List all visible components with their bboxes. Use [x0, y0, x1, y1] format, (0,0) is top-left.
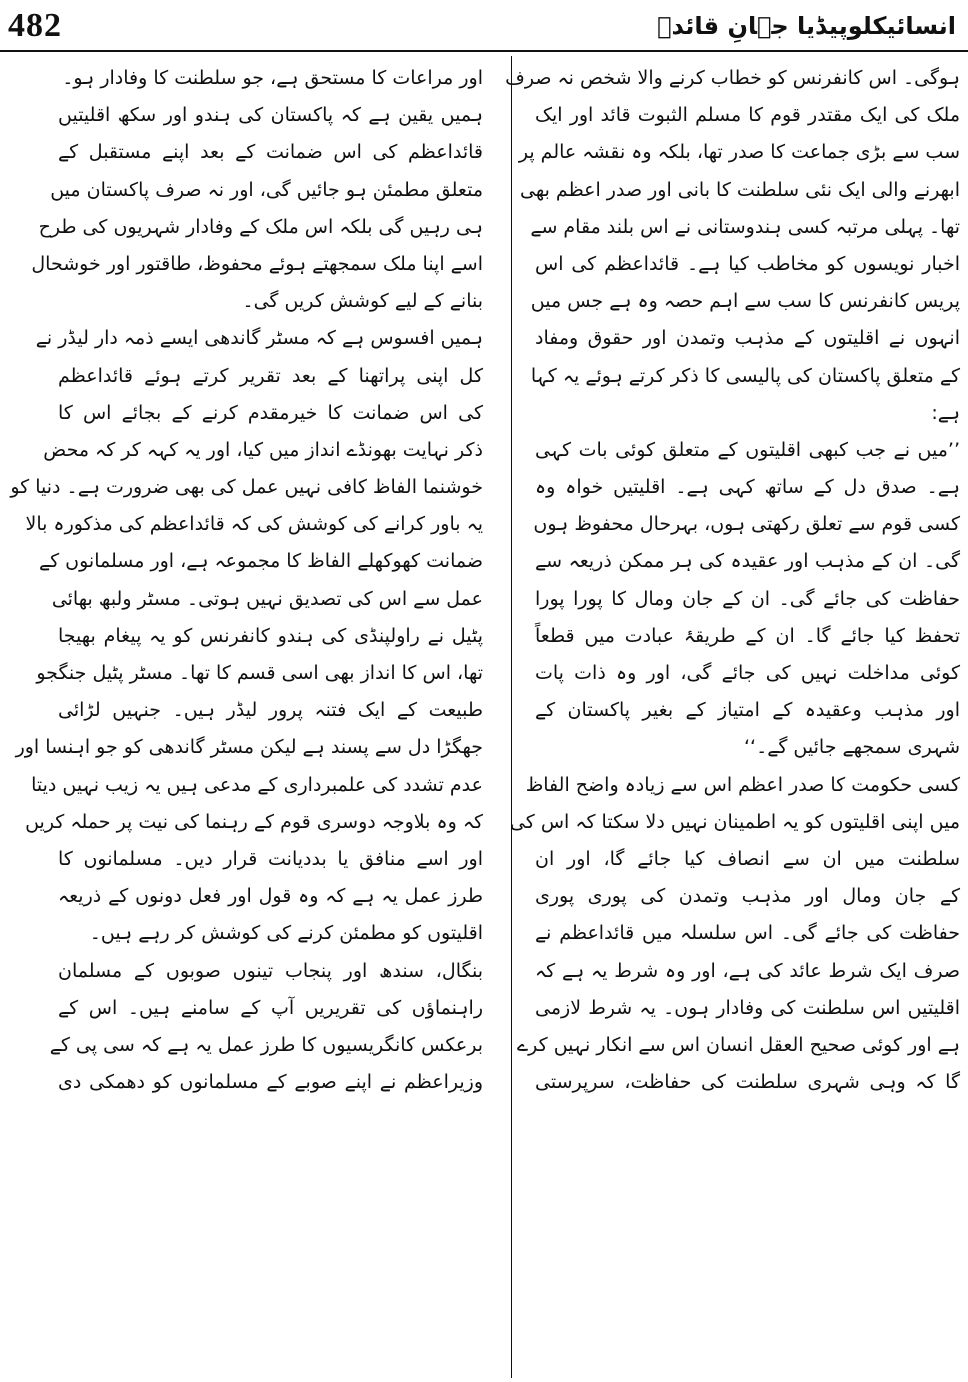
text-line: اقلیتیں اس سلطنت کی وفادار ہوں۔ یہ شرط لازمی	[535, 996, 960, 1019]
text-line: اور اسے منافق یا بددیانت قرار دیں۔ مسلمانوں کا	[58, 847, 483, 870]
text-line: ہے:	[931, 401, 960, 424]
text-line: اخبار نویسوں کو مخاطب کیا ہے۔ قائداعظم کی اس	[535, 252, 960, 275]
text-line: تھا۔ پہلی مرتبہ کسی ہندوستانی نے اس بلند مقام سے	[530, 215, 960, 238]
page-header	[0, 0, 968, 52]
text-line: راہنماؤں کی تقریریں آپ کے سامنے ہیں۔ اس کے	[58, 996, 483, 1019]
text-line: متعلق مطمئن ہو جائیں گی، اور نہ صرف پاکستان میں	[50, 178, 483, 201]
header-rule	[0, 50, 968, 52]
text-line: ابھرنے والی ایک نئی سلطنت کا بانی اور صدر اعظم بھی	[520, 178, 960, 201]
page-number: 482	[8, 7, 62, 44]
text-line: کسی حکومت کا صدر اعظم اس سے زیادہ واضح الفاظ	[525, 773, 960, 796]
text-line: ہوگی۔ اس کانفرنس کو خطاب کرنے والا شخص نہ صرف	[505, 67, 960, 89]
text-line: حفاظت کی جائے گی۔ ان کے جان ومال کا پورا پورا	[535, 587, 960, 610]
text-line: ہمیں افسوس ہے کہ مسٹر گاندھی ایسے ذمہ دار لیڈر نے	[35, 327, 483, 350]
right-column	[505, 60, 960, 1378]
text-line: عمل سے اس کی تصدیق نہیں ہوتی۔ مسٹر ولبھ بھائی	[51, 587, 483, 610]
text-line: اور مراعات کا مستحق ہے، جو سلطنت کا وفادار ہو۔	[62, 67, 483, 89]
text-line: سلطنت میں ان سے انصاف کیا جائے گا، اور ان	[535, 847, 960, 870]
running-title: انسائیکلوپیڈیا جہانِ قائدؒ	[657, 12, 956, 40]
text-line: کی اس ضمانت کا خیرمقدم کرنے کے بجائے اس کا	[58, 401, 483, 424]
text-line: شہری سمجھے جائیں گے۔‘‘	[744, 736, 960, 759]
text-line: ملک کی ایک مقتدر قوم کا مسلم الثبوت قائد اور ایک	[535, 104, 960, 127]
text-line: اور مذہب وعقیدہ کے امتیاز کے بغیر پاکستان کے	[535, 699, 960, 722]
text-line: قائداعظم کی اس ضمانت کے بعد اپنے مستقبل کے	[58, 141, 483, 164]
text-line: وزیراعظم نے اپنے صوبے کے مسلمانوں کو دھمکی دی	[58, 1071, 483, 1094]
text-line: حفاظت کی جائے گی۔ اس سلسلہ میں قائداعظم نے	[535, 922, 960, 945]
text-line: انہوں نے اقلیتوں کے مذہب وتمدن اور حقوق ومفاد	[535, 327, 960, 350]
text-line: اقلیتوں کو مطمئن کرنے کی کوشش کر رہے ہیں۔	[89, 922, 483, 945]
text-line: خوشنما الفاظ کافی نہیں عمل کی بھی ضرورت ہے۔ دنیا کو	[10, 476, 483, 499]
text-line: گا کہ وہی شہری سلطنت کی حفاظت، سرپرستی	[535, 1071, 960, 1094]
text-line: برعکس کانگریسیوں کا طرز عمل یہ ہے کہ سی پی کے	[49, 1033, 483, 1056]
text-line: طبیعت کے ایک فتنہ پرور لیڈر ہیں۔ جنہیں لڑائی	[58, 699, 483, 722]
column-divider	[511, 56, 512, 1378]
text-line: ہے اور کوئی صحیح العقل انسان اس سے انکار نہیں کرے	[517, 1033, 960, 1056]
text-line: کسی قوم سے تعلق رکھتی ہوں، بہرحال محفوظ ہوں	[533, 513, 960, 536]
text-line: ذکر نہایت بھونڈے انداز میں کیا، اور یہ کہہ کر کہ محض	[43, 438, 483, 461]
text-line: ہے۔ صدق دل کے ساتھ کہی ہے۔ اقلیتیں خواہ وہ	[535, 476, 960, 499]
text-line: بنگال، سندھ اور پنجاب تینوں صوبوں کے مسلمان	[58, 959, 483, 982]
text-line: اسے اپنا ملک سمجھتے ہوئے محفوظ، طاقتور اور خوشحال	[31, 252, 483, 275]
text-line: تحفظ کیا جائے گا۔ ان کے طریقۂ عبادت میں قطعاً	[535, 624, 960, 647]
text-line: کل اپنی پراتھنا کے بعد تقریر کرتے ہوئے قائداعظم	[58, 364, 483, 387]
text-line: بنانے کے لیے کوشش کریں گی۔	[242, 290, 483, 313]
text-line: گی۔ ان کے مذہب اور عقیدہ کی ہر ممکن ذریعہ سے	[535, 550, 960, 573]
text-line: ہمیں یقین ہے کہ پاکستان کی ہندو اور سکھ اقلیتیں	[58, 104, 483, 127]
text-line: ضمانت کھوکھلے الفاظ کا مجموعہ ہے، اور مسلمانوں کے	[38, 550, 483, 573]
text-line: کے متعلق پاکستان کی پالیسی کا ذکر کرتے ہوئے یہ کہا	[530, 364, 960, 387]
text-line: ’’میں نے جب کبھی اقلیتوں کے متعلق کوئی بات کہی	[535, 438, 960, 461]
text-line: سب سے بڑی جماعت کا صدر تھا، بلکہ وہ نقشہ عالم پر	[518, 141, 960, 164]
text-line: صرف ایک شرط عائد کی ہے، اور وہ شرط یہ ہے کہ	[535, 959, 960, 982]
text-line: پریس کانفرنس کا سب سے اہم حصہ وہ ہے جس میں	[530, 290, 960, 313]
text-line: کہ وہ بلاوجہ دوسری قوم کے رہنما کی نیت پر حملہ کریں	[25, 810, 483, 833]
text-line: جھگڑا دل سے پسند ہے لیکن مسٹر گاندھی کو جو اہنسا اور	[15, 736, 483, 759]
text-line: عدم تشدد کی علمبرداری کے مدعی ہیں یہ زیب نہیں دیتا	[31, 773, 483, 796]
text-line: کوئی مداخلت نہیں کی جائے گی، اور وہ ذات پات	[535, 662, 960, 684]
text-line: میں اپنی اقلیتوں کو یہ اطمینان نہیں دلا سکتا کہ اس کی	[509, 810, 960, 833]
text-line: طرز عمل یہ ہے کہ وہ قول اور فعل دونوں کے ذریعہ	[58, 885, 483, 908]
text-line: یہ باور کرانے کی کوشش کی کہ قائداعظم کی مذکورہ بالا	[25, 513, 483, 536]
text-line: ہی رہیں گی بلکہ اس ملک کے وفادار شہریوں کی طرح	[38, 215, 483, 238]
text-line: تھا، اس کا انداز بھی اسی قسم کا تھا۔ مسٹر پٹیل جنگجو	[36, 662, 483, 684]
text-line: پٹیل نے راولپنڈی کی ہندو کانفرنس کو یہ پیغام بھیجا	[58, 624, 483, 647]
left-column	[10, 60, 483, 1378]
text-line: کے جان ومال اور مذہب وتمدن کی پوری پوری	[535, 885, 960, 908]
